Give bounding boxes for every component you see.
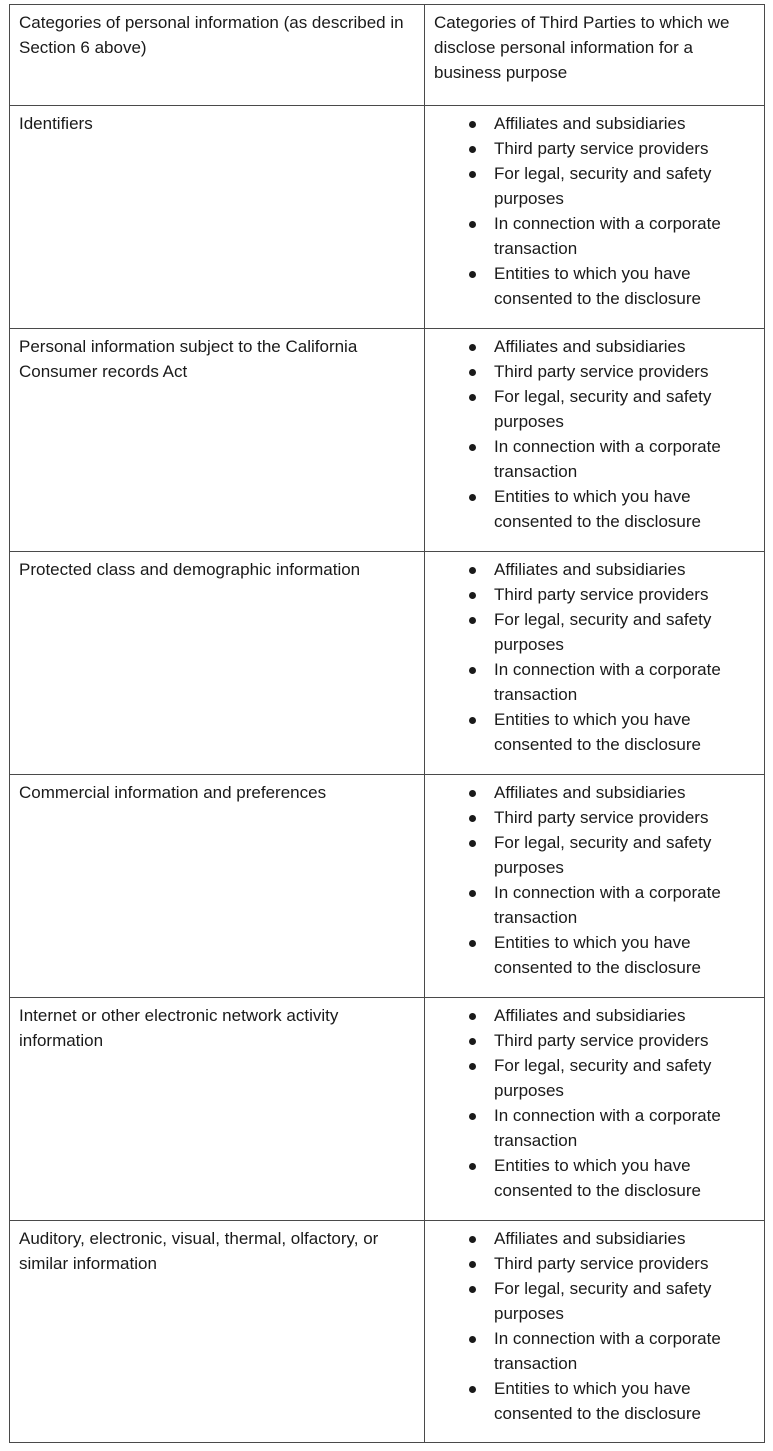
list-item [494,1003,755,1028]
table-row [10,998,765,1221]
list-item-text: For legal, security and safety purposes [494,387,712,431]
bullet-icon [469,840,476,847]
parties-list [434,334,755,534]
list-item [494,136,755,161]
bullet-icon [469,1286,476,1293]
header-cell-third-parties [425,5,765,106]
bullet-icon [469,146,476,153]
parties-list [434,1003,755,1203]
list-item-text: Entities to which you have consented to the disclosure [494,933,701,977]
list-item [494,211,755,261]
list-item [494,1226,755,1251]
table-row [10,552,765,775]
bullet-icon [469,890,476,897]
parties-list [434,111,755,311]
list-item-text: In connection with a corporate transaction [494,1106,721,1150]
list-item [494,434,755,484]
bullet-icon [469,1386,476,1393]
list-item-text: Entities to which you have consented to the disclosure [494,1379,701,1423]
bullet-icon [469,1261,476,1268]
list-item [494,557,755,582]
category-text: Protected class and demographic information [19,560,361,579]
list-item [494,161,755,211]
list-item [494,111,755,136]
parties-cell [425,998,765,1221]
parties-cell [425,329,765,552]
category-cell [10,1221,425,1443]
bullet-icon [469,271,476,278]
bullet-icon [469,790,476,797]
list-item-text: For legal, security and safety purposes [494,1056,712,1100]
list-item [494,334,755,359]
list-item [494,582,755,607]
list-item-text: For legal, security and safety purposes [494,164,712,208]
bullet-icon [469,369,476,376]
bullet-icon [469,494,476,501]
list-item-text: Affiliates and subsidiaries [494,783,686,802]
table-header-row [10,5,765,106]
bullet-icon [469,667,476,674]
list-item [494,359,755,384]
list-item-text: Entities to which you have consented to the disclosure [494,710,701,754]
list-item-text: Affiliates and subsidiaries [494,1229,686,1248]
bullet-icon [469,1236,476,1243]
bullet-icon [469,617,476,624]
list-item [494,384,755,434]
list-item [494,880,755,930]
bullet-icon [469,1038,476,1045]
category-text: Auditory, electronic, visual, thermal, olfactory, or similar information [19,1229,379,1273]
list-item [494,805,755,830]
list-item [494,484,755,534]
table-row [10,775,765,998]
list-item-text: In connection with a corporate transaction [494,883,721,927]
parties-cell [425,552,765,775]
category-text: Commercial information and preferences [19,783,327,802]
bullet-icon [469,1063,476,1070]
list-item [494,657,755,707]
parties-list [434,780,755,980]
category-cell [10,106,425,329]
bullet-icon [469,1336,476,1343]
bullet-icon [469,592,476,599]
bullet-icon [469,717,476,724]
list-item [494,830,755,880]
list-item-text: Third party service providers [494,585,709,604]
bullet-icon [469,1113,476,1120]
list-item-text: Third party service providers [494,808,709,827]
category-cell [10,775,425,998]
list-item-text: Affiliates and subsidiaries [494,1006,686,1025]
category-text: Internet or other electronic network activity information [19,1006,339,1050]
list-item [494,1376,755,1426]
list-item [494,607,755,657]
list-item-text: Third party service providers [494,1254,709,1273]
header-categories-text: Categories of personal information (as described in Section 6 above) [19,13,404,57]
bullet-icon [469,567,476,574]
list-item-text: Third party service providers [494,362,709,381]
list-item [494,780,755,805]
list-item-text: In connection with a corporate transaction [494,437,721,481]
parties-cell [425,775,765,998]
list-item-text: For legal, security and safety purposes [494,1279,712,1323]
bullet-icon [469,344,476,351]
header-third-parties-text: Categories of Third Parties to which we disclose personal information for a business purpose [434,13,730,82]
header-cell-categories [10,5,425,106]
list-item [494,1053,755,1103]
parties-cell [425,106,765,329]
list-item-text: Entities to which you have consented to the disclosure [494,1156,701,1200]
list-item-text: For legal, security and safety purposes [494,610,712,654]
bullet-icon [469,394,476,401]
list-item [494,1103,755,1153]
bullet-icon [469,940,476,947]
bullet-icon [469,1013,476,1020]
bullet-icon [469,1163,476,1170]
list-item-text: Third party service providers [494,1031,709,1050]
bullet-icon [469,221,476,228]
bullet-icon [469,444,476,451]
list-item [494,261,755,311]
category-text: Personal information subject to the California Consumer records Act [19,337,358,381]
list-item [494,1153,755,1203]
list-item-text: In connection with a corporate transaction [494,214,721,258]
bullet-icon [469,815,476,822]
list-item-text: Affiliates and subsidiaries [494,114,686,133]
bullet-icon [469,171,476,178]
bullet-icon [469,121,476,128]
table-row [10,329,765,552]
category-cell [10,998,425,1221]
parties-list [434,1226,755,1426]
list-item [494,930,755,980]
list-item-text: For legal, security and safety purposes [494,833,712,877]
category-cell [10,329,425,552]
table-row [10,1221,765,1443]
table-row [10,106,765,329]
list-item-text: In connection with a corporate transaction [494,1329,721,1373]
parties-list [434,557,755,757]
list-item [494,1028,755,1053]
disclosure-table [9,4,765,1443]
list-item-text: Affiliates and subsidiaries [494,560,686,579]
list-item-text: In connection with a corporate transaction [494,660,721,704]
list-item [494,1251,755,1276]
category-cell [10,552,425,775]
list-item [494,1326,755,1376]
list-item [494,707,755,757]
category-text: Identifiers [19,114,93,133]
list-item [494,1276,755,1326]
parties-cell [425,1221,765,1443]
list-item-text: Third party service providers [494,139,709,158]
list-item-text: Entities to which you have consented to the disclosure [494,264,701,308]
list-item-text: Entities to which you have consented to the disclosure [494,487,701,531]
list-item-text: Affiliates and subsidiaries [494,337,686,356]
